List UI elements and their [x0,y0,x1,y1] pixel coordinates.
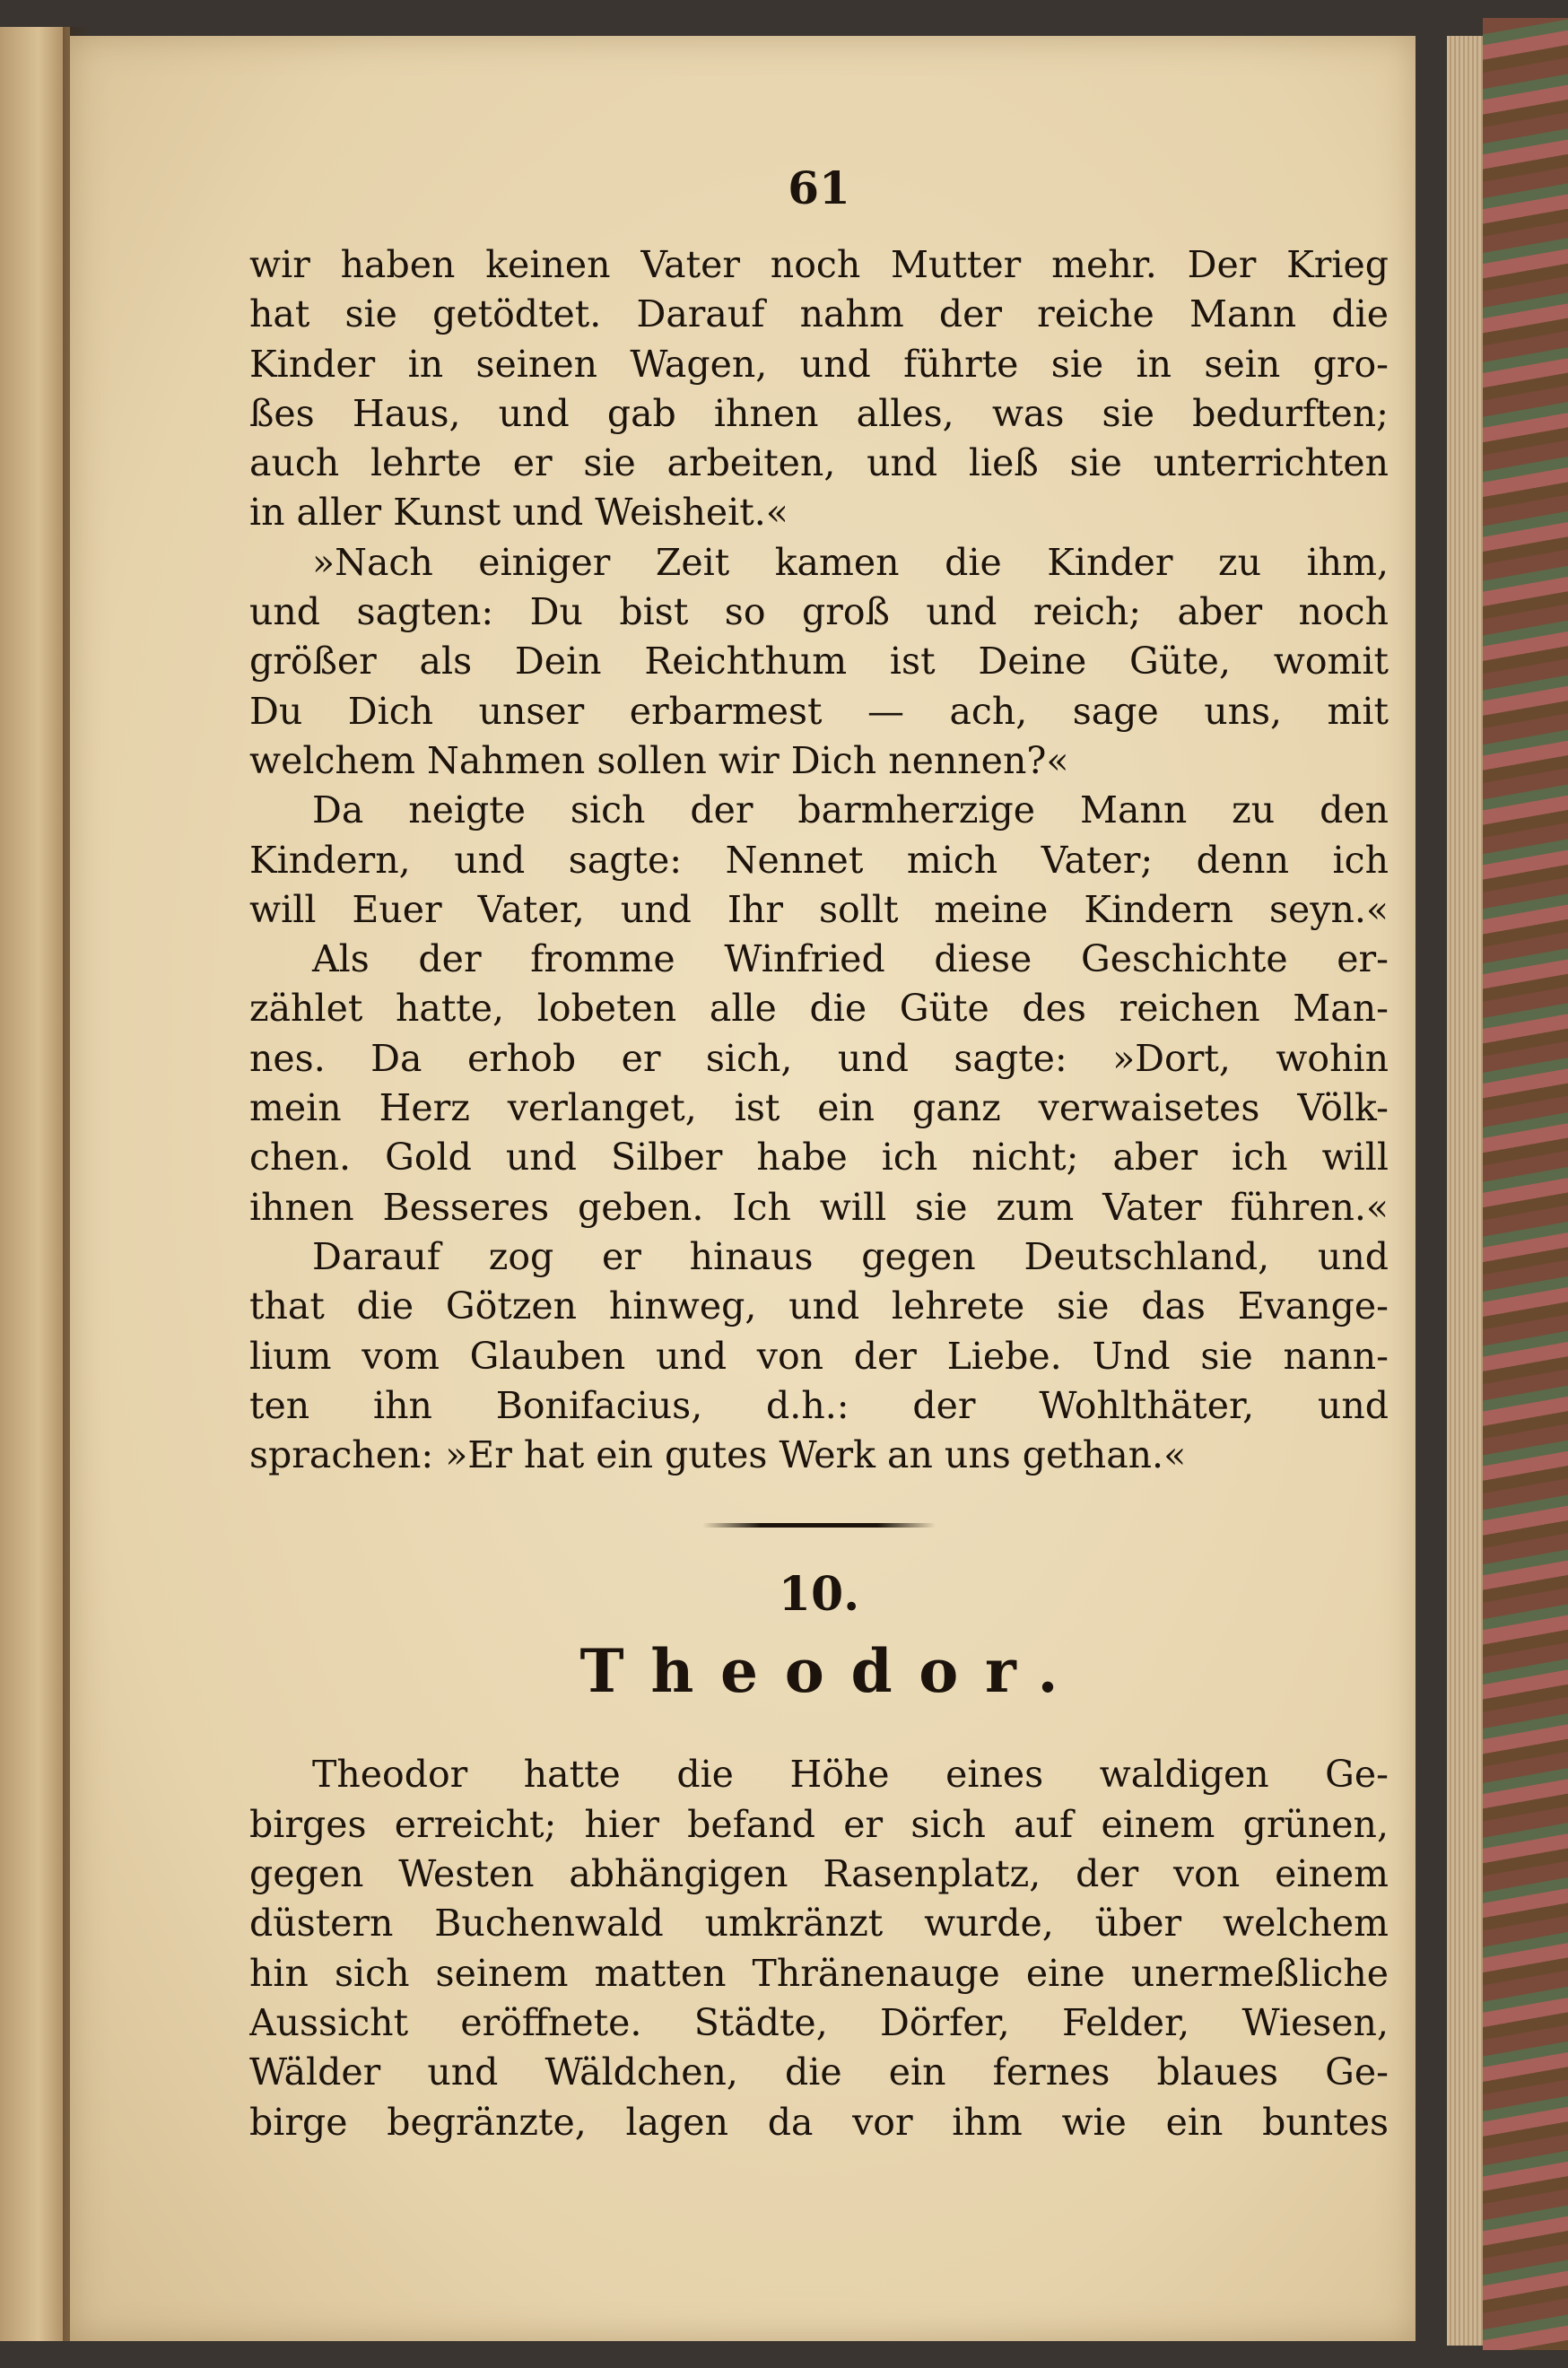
text-line: zählet hatte, lobeten alle die Güte des reichen Man- [249,987,1389,1031]
book-page [70,36,1416,2341]
text-line: that die Götzen hinweg, und lehrete sie das Evange- [249,1284,1389,1328]
marbled-cover-edge [1483,18,1568,2350]
text-line: in aller Kunst und Weisheit.« [249,491,788,535]
text-line: größer als Dein Reichthum ist Deine Güte, womit [249,640,1389,683]
text-line: birges erreicht; hier befand er sich auf einem grünen, [249,1802,1389,1846]
text-line: lium vom Glauben und von der Liebe. Und sie nann- [249,1334,1389,1378]
text-line: Kindern, und sagte: Nennet mich Vater; denn ich [249,838,1389,882]
text-line: hin sich seinem matten Thränenauge eine unermeßliche [249,1951,1389,1995]
text-line: Du Dich unser erbarmest — ach, sage uns, mit [249,689,1389,733]
text-line: Darauf zog er hinaus gegen Deutschland, und [312,1234,1389,1278]
text-line: welchem Nahmen sollen wir Dich nennen?« [249,738,1069,782]
text-line: will Euer Vater, und Ihr sollt meine Kindern seyn.« [249,887,1389,931]
text-line: ten ihn Bonifacius, d.h.: der Wohlthäter, und [249,1383,1389,1427]
text-line: birge begränzte, lagen da vor ihm wie ein buntes [249,2100,1389,2144]
text-line: düstern Buchenwald umkränzt wurde, über welchem [249,1902,1389,1946]
text-line: wir haben keinen Vater noch Mutter mehr. Der Krieg [249,243,1389,286]
page-stack-edge [1447,36,1483,2346]
text-line: nes. Da erhob er sich, und sagte: »Dort, wohin [249,1036,1389,1080]
text-line: chen. Gold und Silber habe ich nicht; aber ich will [249,1136,1389,1180]
chapter-title: Theodor. [579,1636,1085,1707]
previous-page-edge [0,27,70,2341]
text-line: ßes Haus, und gab ihnen alles, was sie bedurften; [249,391,1389,435]
text-line: sprachen: »Er hat ein gutes Werk an uns gethan.« [249,1433,1187,1477]
text-line: Kinder in seinen Wagen, und führte sie in sein gro- [249,342,1389,386]
text-line: Da neigte sich der barmherzige Mann zu den [312,788,1389,832]
section-divider-rule [702,1523,936,1528]
text-line: ihnen Besseres geben. Ich will sie zum Vater führen.« [249,1185,1389,1229]
text-line: Als der fromme Winfried diese Geschichte er- [312,937,1389,981]
text-line: Wälder und Wäldchen, die ein fernes blaues Ge- [249,2050,1389,2094]
section-9-ending [249,240,1389,1480]
section-10-body [249,1750,1389,2146]
text-block [249,161,1389,2147]
text-line: gegen Westen abhängigen Rasenplatz, der von einem [249,1852,1389,1896]
text-line: auch lehrte er sie arbeiten, und ließ sie unterrichten [249,441,1389,485]
text-line: Theodor hatte die Höhe eines waldigen Ge- [312,1753,1389,1797]
text-line: »Nach einiger Zeit kamen die Kinder zu ihm, [312,540,1389,584]
page-number: 61 [788,161,850,214]
text-line: und sagten: Du bist so groß und reich; aber noch [249,590,1389,634]
text-line: Aussicht eröffnete. Städte, Dörfer, Felder, Wiesen, [249,2000,1389,2044]
text-line: hat sie getödtet. Darauf nahm der reiche Mann die [249,292,1389,336]
chapter-number: 10. [778,1567,860,1623]
text-line: mein Herz verlanget, ist ein ganz verwaisetes Völk- [249,1086,1389,1130]
